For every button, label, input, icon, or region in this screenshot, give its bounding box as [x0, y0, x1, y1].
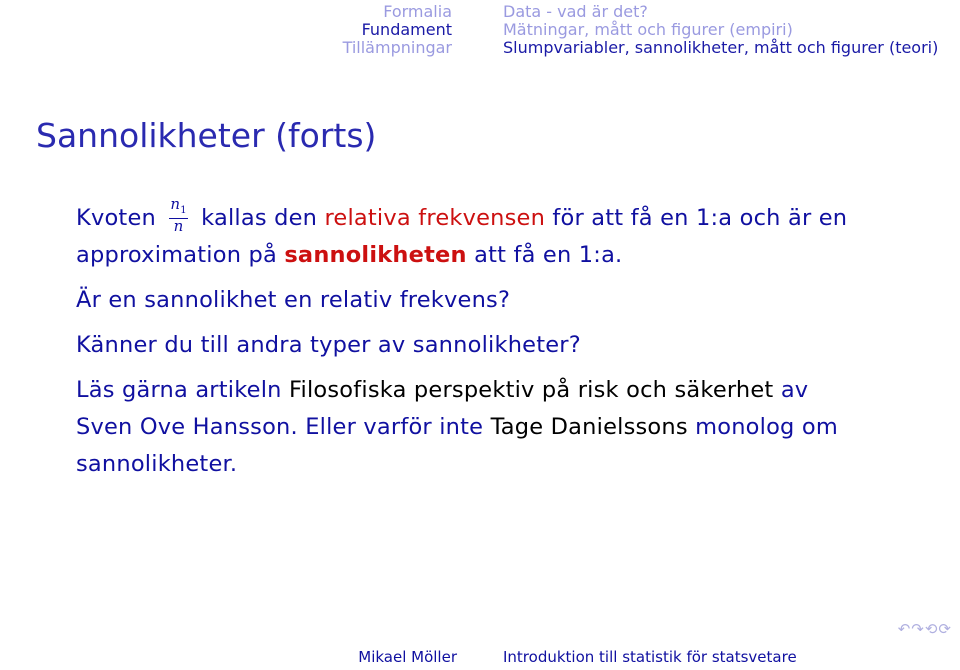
text-monolog-om: monolog om	[695, 414, 838, 440]
text-kvoten: Kvoten	[76, 205, 156, 231]
footer-author: Mikael Möller	[358, 648, 457, 666]
text-approximation: approximation på	[76, 242, 277, 268]
fraction-numerator: $n_1$	[169, 197, 187, 219]
subsection-link-teori[interactable]: Slumpvariabler, sannolikheter, mått och figurer (teori)	[503, 38, 939, 57]
section-link-formalia[interactable]: Formalia	[383, 2, 452, 21]
frame-title: Sannolikheter (forts)	[36, 116, 377, 155]
subsection-navigation	[503, 3, 938, 57]
section-link-fundament[interactable]: Fundament	[361, 20, 452, 39]
text-las-garna: Läs gärna artikeln	[76, 377, 282, 403]
paragraph-1-line-1	[76, 195, 896, 237]
footer-title: Introduktion till statistik för statsvetare	[503, 648, 797, 666]
link-tage-danielssons[interactable]: Tage Danielssons	[490, 414, 688, 440]
frame-body	[76, 195, 896, 483]
beamer-headline	[0, 0, 960, 62]
link-filosofiska-perspektiv[interactable]: Filosofiska perspektiv på risk och säkerhet	[288, 377, 774, 403]
paragraph-4-line-1	[76, 372, 896, 409]
section-navigation	[343, 3, 452, 57]
text-kallas-den: kallas den	[201, 205, 318, 231]
paragraph-1-line-2	[76, 237, 896, 274]
alert-sannolikheten: sannolikheten	[284, 242, 467, 268]
text-for-att-fa: för att få en 1:a och är en	[552, 205, 848, 231]
beamer-footer	[0, 646, 960, 670]
section-link-tillampningar[interactable]: Tillämpningar	[342, 38, 452, 57]
fraction-denominator: n	[173, 217, 184, 235]
paragraph-4-line-2	[76, 409, 896, 446]
text-sven-ove-hansson: Sven Ove Hansson. Eller varför inte	[76, 414, 484, 440]
navigation-symbols[interactable]: ↶↷⟲⟳	[897, 620, 952, 638]
paragraph-4-line-3: sannolikheter.	[76, 451, 238, 477]
subsection-link-empiri[interactable]: Mätningar, mått och figurer (empiri)	[503, 20, 793, 39]
alert-relativa-frekvensen: relativa frekvensen	[324, 205, 546, 231]
fraction-n1-over-n	[169, 197, 187, 234]
text-av: av	[780, 377, 809, 403]
paragraph-2: Är en sannolikhet en relativ frekvens?	[76, 287, 511, 313]
text-att-fa-en: att få en 1:a.	[474, 242, 623, 268]
paragraph-3: Känner du till andra typer av sannolikheter?	[76, 332, 581, 358]
subsection-link-data[interactable]: Data - vad är det?	[503, 2, 648, 21]
